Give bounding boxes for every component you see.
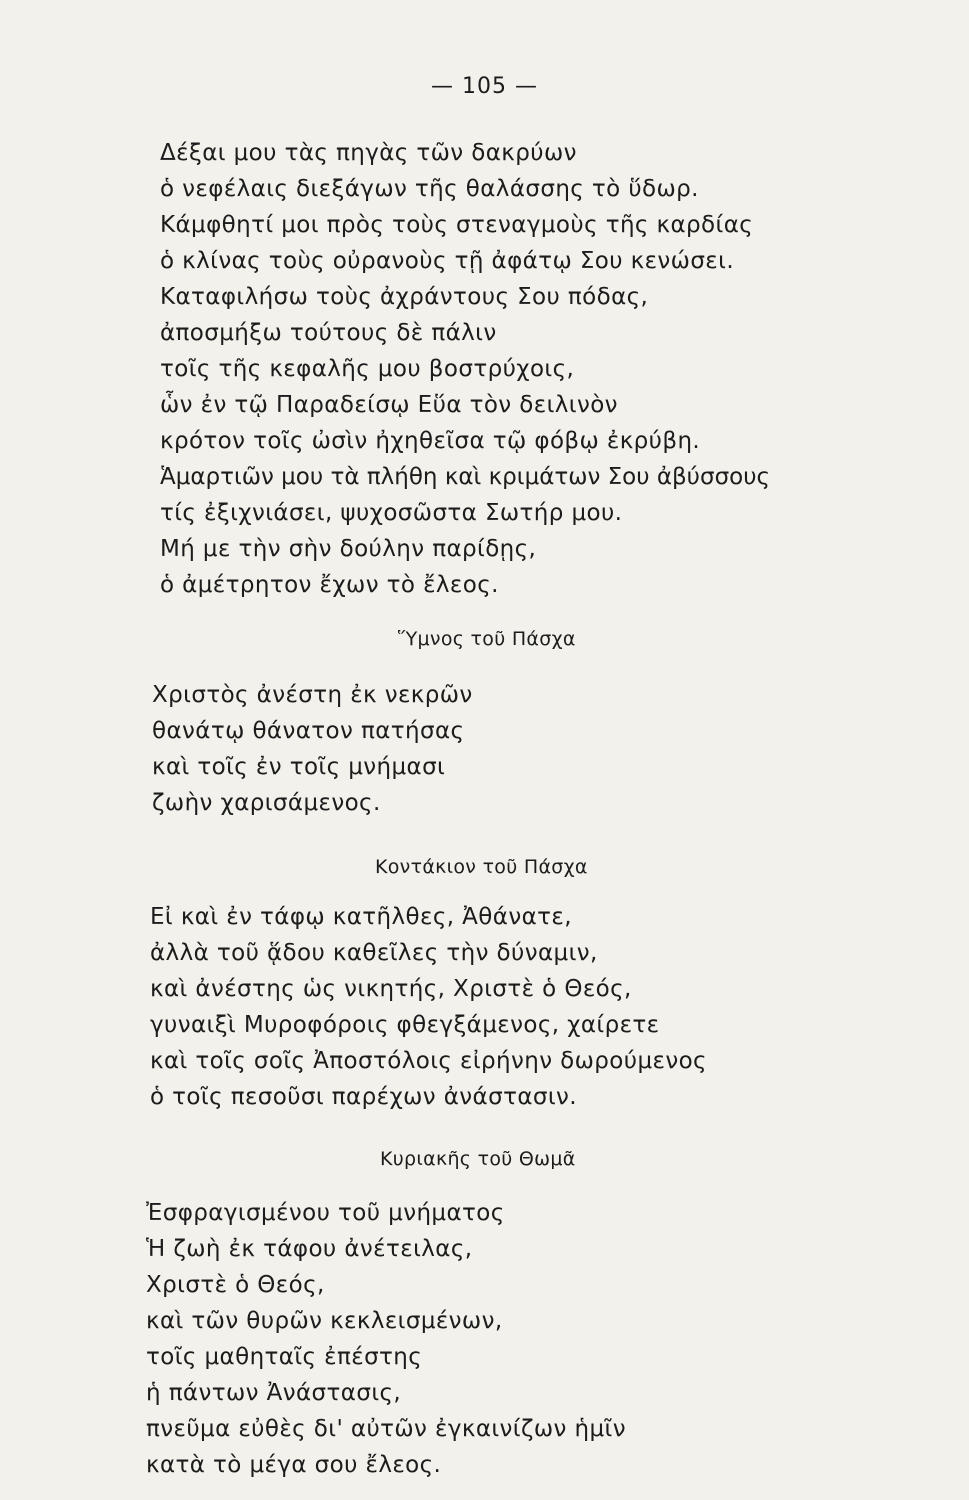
text-line: Χριστὸς ἀνέστη ἐκ νεκρῶν bbox=[152, 682, 473, 708]
section-heading: Κυριακῆς τοῦ Θωμᾶ bbox=[380, 1148, 576, 1170]
text-line: πνεῦμα εὐθὲς δι' αὐτῶν ἐγκαινίζων ἡμῖν bbox=[146, 1416, 626, 1442]
text-line: Εἰ καὶ ἐν τάφῳ κατῆλθες, Ἀθάνατε, bbox=[150, 904, 572, 930]
text-line: ὁ νεφέλαις διεξάγων τῆς θαλάσσης τὸ ὕδωρ. bbox=[160, 176, 699, 202]
text-line: γυναιξὶ Μυροφόροις φθεγξάμενος, χαίρετε bbox=[150, 1012, 660, 1038]
text-line: θανάτῳ θάνατον πατήσας bbox=[152, 718, 465, 744]
text-line: τοῖς τῆς κεφαλῆς μου βοστρύχοις, bbox=[160, 356, 575, 382]
text-line: ζωὴν χαρισάμενος. bbox=[152, 790, 381, 816]
text-line: Ἐσφραγισμένου τοῦ μνήματος bbox=[146, 1200, 505, 1226]
text-line: Καταφιλήσω τοὺς ἀχράντους Σου πόδας, bbox=[160, 284, 649, 310]
text-line: ἡ πάντων Ἀνάστασις, bbox=[146, 1380, 402, 1406]
text-line: Δέξαι μου τὰς πηγὰς τῶν δακρύων bbox=[160, 140, 577, 166]
text-line: ὧν ἐν τῷ Παραδείσῳ Εὕα τὸν δειλινὸν bbox=[160, 392, 618, 418]
text-line: ἀποσμήξω τούτους δὲ πάλιν bbox=[160, 320, 497, 346]
text-line: κατὰ τὸ μέγα σου ἔλεος. bbox=[146, 1452, 442, 1478]
section-heading: Ὕμνος τοῦ Πάσχα bbox=[398, 628, 576, 650]
text-line: τοῖς μαθηταῖς ἐπέστης bbox=[146, 1344, 423, 1370]
text-line: καὶ ἀνέστης ὡς νικητής, Χριστὲ ὁ Θεός, bbox=[150, 976, 632, 1002]
text-line: καὶ τοῖς σοῖς Ἀποστόλοις εἰρήνην δωρούμενος bbox=[150, 1048, 707, 1074]
text-line: καὶ τῶν θυρῶν κεκλεισμένων, bbox=[146, 1308, 503, 1334]
text-line: καὶ τοῖς ἐν τοῖς μνήμασι bbox=[152, 754, 446, 780]
text-line: ἀλλὰ τοῦ ᾅδου καθεῖλες τὴν δύναμιν, bbox=[150, 940, 598, 966]
section-heading: Κοντάκιον τοῦ Πάσχα bbox=[375, 856, 588, 878]
text-line: Κάμφθητί μοι πρὸς τοὺς στεναγμοὺς τῆς καρδίας bbox=[160, 212, 754, 238]
text-line: ὁ ἀμέτρητον ἔχων τὸ ἔλεος. bbox=[160, 572, 499, 598]
text-line: Ἡ ζωὴ ἐκ τάφου ἀνέτειλας, bbox=[146, 1236, 473, 1262]
text-line: Μή με τὴν σὴν δούλην παρίδῃς, bbox=[160, 536, 537, 562]
text-line: Ἁμαρτιῶν μου τὰ πλήθη καὶ κριμάτων Σου ἀβύσσους bbox=[160, 464, 771, 490]
text-line: τίς ἐξιχνιάσει, ψυχοσῶστα Σωτήρ μου. bbox=[160, 500, 623, 526]
text-line: ὁ κλίνας τοὺς οὐρανοὺς τῇ ἀφάτῳ Σου κενώσει. bbox=[160, 248, 735, 274]
text-line: Χριστὲ ὁ Θεός, bbox=[146, 1272, 325, 1298]
text-line: ὁ τοῖς πεσοῦσι παρέχων ἀνάστασιν. bbox=[150, 1084, 578, 1110]
page-number: — 105 — bbox=[431, 74, 538, 99]
text-line: κρότον τοῖς ὠσὶν ἠχηθεῖσα τῷ φόβῳ ἐκρύβη. bbox=[160, 428, 701, 454]
